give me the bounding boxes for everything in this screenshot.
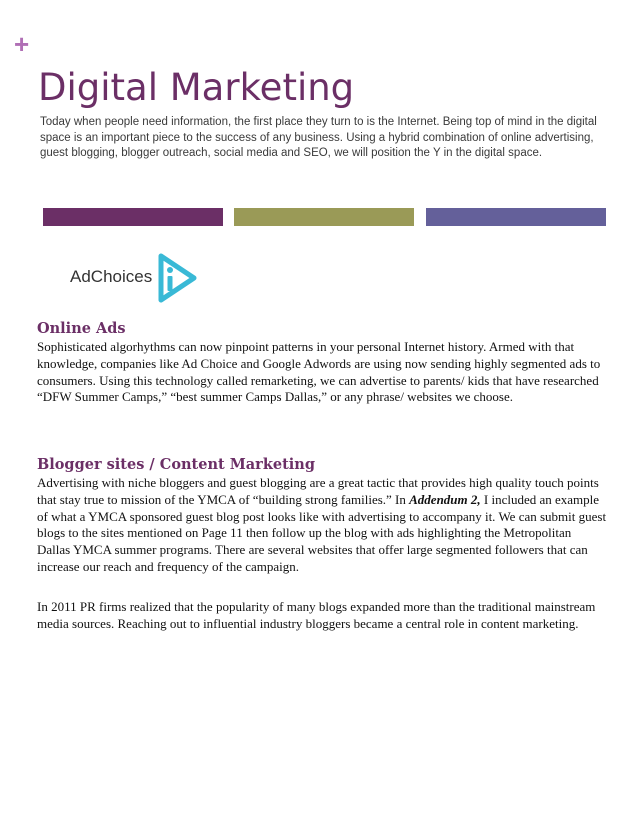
adchoices-logo-text: AdChoices (70, 267, 153, 286)
blogger-paragraph (37, 475, 607, 576)
online-ads-paragraph: Sophisticated algorhythms can now pinpoint patterns in your personal Internet history. Armed with that knowledge, companies like Ad Choice and Google Adwords are using now sending highly segmented ads to consumers. Using this technology called remarketing, we can advertise to parents/ kids that have researched “DFW Summer Camps,” “best summer Camps Dallas,” or any phrase/ websites we choose. (37, 339, 601, 405)
color-bar-purple (43, 208, 223, 226)
blogger-text-part2: I included an example of what a YMCA sponsored guest blog post looks like with advertising to accompany it. We can submit guest blogs to the sites mentioned on Page 11 then follow up the blog with ads highlighting the Metropolitan Dallas YMCA summer programs. There are several websites that offer large segmented followers that can increase our reach and frequency of the campaign. (37, 491, 607, 574)
intro-paragraph: Today when people need information, the first place they turn to is the Internet. Being top of mind in the digital space is an important piece to the success of any business. Using a hybrid combination of online advertising, guest blogging, blogger outreach, social media and SEO, we will position the Y in the digital space. (40, 116, 597, 159)
blogger-heading: Blogger sites / Content Marketing (37, 456, 315, 473)
online-ads-heading: Online Ads (37, 320, 126, 337)
adchoices-logo (70, 252, 204, 304)
color-bar-periwinkle (426, 208, 606, 226)
adchoices-play-icon (156, 252, 198, 304)
corner-plus-mark: + (14, 29, 30, 59)
blogger-text-part1: Advertising with niche bloggers and guest blogging are a great tactic that provides high quality touch points that stay true to mission of the YMCA of “building strong families.” In (37, 475, 599, 507)
color-bar-olive (234, 208, 414, 226)
page-title: Digital Marketing (38, 66, 355, 109)
pr-firms-paragraph: In 2011 PR firms realized that the popularity of many blogs expanded more than the traditional mainstream media sources. Reaching out to influential industry bloggers became a central role in content marketing. (37, 599, 596, 631)
addendum-reference: Addendum 2, (409, 491, 481, 507)
